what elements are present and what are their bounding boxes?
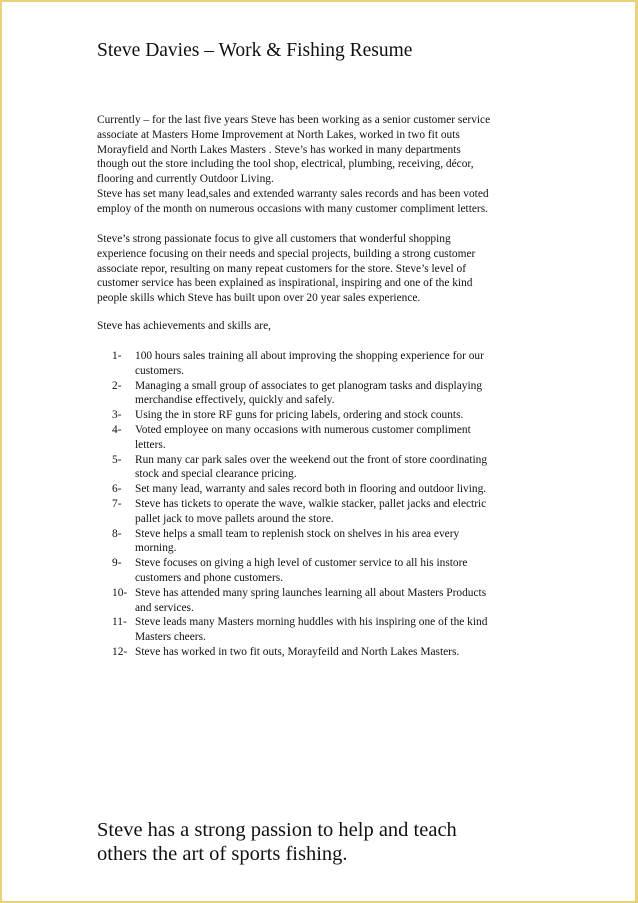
achievement-item — [112, 408, 487, 423]
achievement-text: Run many car park sales over the weekend out the front of store coordinating — [135, 453, 488, 466]
achievement-text: Steve leads many Masters morning huddles with his inspiring one of the kind — [135, 616, 488, 629]
achievement-text: Masters cheers. — [135, 631, 206, 644]
achievement-text: and services. — [135, 601, 194, 614]
achievement-text: Managing a small group of associates to get planogram tasks and displaying — [135, 379, 483, 392]
achievement-item — [112, 527, 487, 557]
achievement-item — [112, 556, 487, 586]
paragraph-line: experience focusing on their needs and special projects, building a strong customer — [97, 247, 476, 260]
achievement-text: Steve has attended many spring launches learning all about Masters Products — [135, 586, 487, 599]
achievement-text: customers and phone customers. — [135, 571, 284, 584]
achievement-number: 4- — [112, 423, 122, 436]
paragraph-achievements-intro — [97, 319, 547, 334]
paragraph-line: Steve has set many lead,sales and extended warranty sales records and has been voted — [97, 187, 489, 200]
paragraph-line: Steve has achievements and skills are, — [97, 320, 271, 332]
achievement-text: customers. — [135, 364, 185, 377]
achievement-text: 100 hours sales training all about improving the shopping experience for our — [135, 350, 484, 362]
closing-line: others the art of sports fishing. — [97, 843, 348, 865]
achievement-text: pallet jack to move pallets around the store. — [135, 512, 334, 525]
paragraph-line: customer service has been explained as inspirational, inspiring and one of the kind — [97, 277, 473, 290]
paragraph-line: Steve’s strong passionate focus to give all customers that wonderful shopping — [97, 233, 451, 245]
paragraph-line: though out the store including the tool shop, electrical, plumbing, receiving, décor, — [97, 158, 474, 171]
achievement-number: 11- — [112, 616, 127, 629]
achievement-text: letters. — [135, 438, 166, 451]
achievement-number: 5- — [112, 453, 122, 466]
closing-line: Steve has a strong passion to help and teach — [97, 819, 457, 841]
achievement-text: Steve has worked in two fit outs, Morayfeild and North Lakes Masters. — [135, 645, 460, 658]
achievement-item — [112, 497, 487, 527]
achievement-number: 10- — [112, 586, 128, 599]
page-title: Steve Davies – Work & Fishing Resume — [97, 40, 413, 61]
achievement-item — [112, 379, 487, 409]
achievement-number: 3- — [112, 409, 122, 422]
achievement-number: 12- — [112, 645, 128, 658]
closing-statement — [97, 818, 457, 866]
paragraph-current-role — [97, 113, 547, 217]
paragraph-line: Morayfield and North Lakes Masters . Steve’s has worked in many departments — [97, 143, 461, 156]
achievement-number: 8- — [112, 527, 122, 540]
achievement-text: morning. — [135, 542, 177, 555]
achievement-text: Set many lead, warranty and sales record both in flooring and outdoor living. — [135, 483, 487, 496]
paragraph-line: employ of the month on numerous occasions with many customer compliment letters. — [97, 202, 489, 215]
achievement-number: 2- — [112, 379, 122, 392]
achievement-text: Steve helps a small team to replenish stock on shelves in his area every — [135, 527, 460, 540]
achievement-text: merchandise effectively, quickly and safely. — [135, 394, 335, 407]
achievement-text: Voted employee on many occasions with numerous customer compliment — [135, 423, 471, 436]
achievement-item — [112, 615, 487, 645]
paragraph-line: associate at Masters Home Improvement at North Lakes, worked in two fit outs — [97, 128, 460, 141]
paragraph-line: flooring and currently Outdoor Living. — [97, 173, 274, 186]
achievement-text: Steve has tickets to operate the wave, walkie stacker, pallet jacks and electric — [135, 497, 487, 510]
paragraph-line: Currently – for the last five years Steve has been working as a senior customer service — [97, 114, 491, 126]
paragraph-line: associate repor, resulting on many repeat customers for the store. Steve’s level of — [97, 262, 466, 275]
achievements-list — [112, 349, 487, 660]
achievement-item — [112, 349, 487, 379]
achievement-item — [112, 423, 487, 453]
achievement-number: 7- — [112, 497, 122, 510]
achievement-number: 6- — [112, 483, 122, 496]
achievement-item — [112, 482, 487, 497]
achievement-text: Using the in store RF guns for pricing labels, ordering and stock counts. — [135, 409, 464, 422]
achievement-item — [112, 453, 487, 483]
achievement-text: Steve focuses on giving a high level of customer service to all his instore — [135, 557, 468, 570]
achievement-item — [112, 645, 487, 660]
achievement-number: 1- — [112, 350, 122, 362]
achievement-number: 9- — [112, 557, 122, 570]
achievement-text: stock and special clearance pricing. — [135, 468, 297, 481]
paragraph-line: people skills which Steve has built upon over 20 year sales experience. — [97, 292, 421, 305]
achievement-item — [112, 586, 487, 616]
paragraph-customer-focus — [97, 232, 547, 306]
